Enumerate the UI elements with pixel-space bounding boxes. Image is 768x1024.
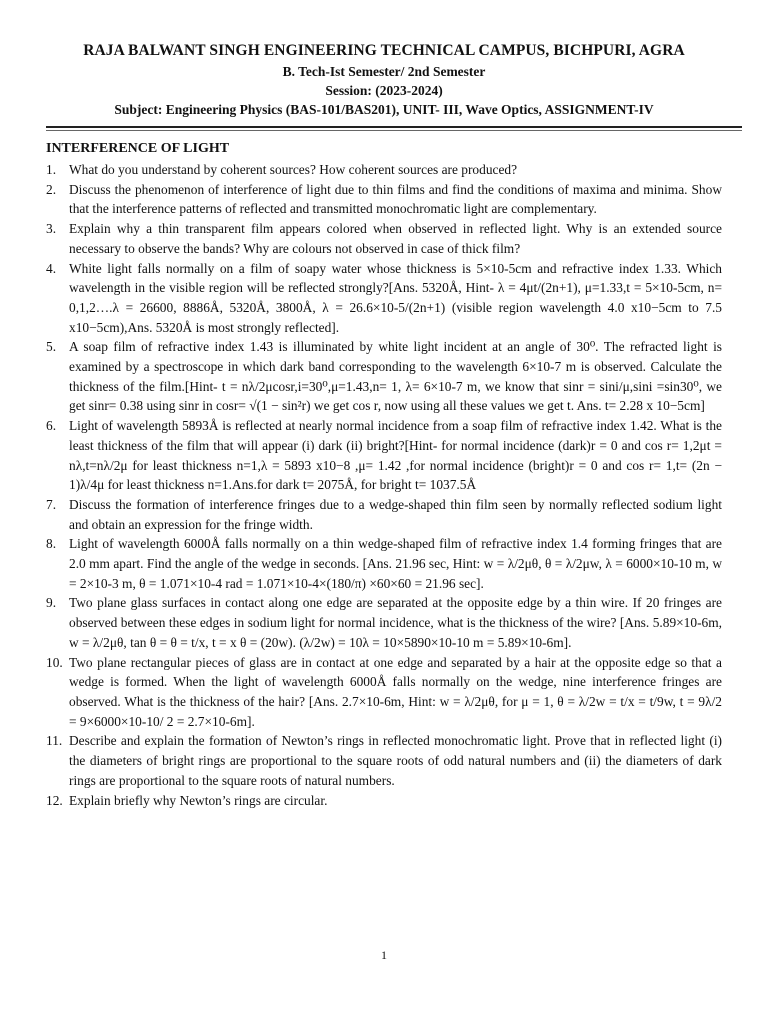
semester-line: B. Tech-Ist Semester/ 2nd Semester bbox=[282, 64, 486, 79]
question-item bbox=[46, 416, 722, 495]
question-item bbox=[46, 791, 722, 811]
question-text: What do you understand by coherent sources? How coherent sources are produced? bbox=[69, 162, 518, 177]
document-header bbox=[0, 40, 768, 119]
question-number: 6. bbox=[46, 418, 57, 434]
question-item bbox=[46, 653, 722, 732]
question-number: 3. bbox=[46, 221, 57, 237]
question-number: 9. bbox=[46, 595, 57, 611]
page-number: 1 bbox=[381, 948, 387, 962]
subject-line: Subject: Engineering Physics (BAS-101/BAS201), UNIT- III, Wave Optics, ASSIGNMENT-IV bbox=[114, 102, 654, 117]
question-text: Light of wavelength 6000Å falls normally on a thin wedge-shaped film of refractive index 1.4 forming fringes that are 2.0 mm apart. Find the angle of the wedge in seconds. [Ans. 21.96 sec, Hint: w = λ/2μθ, θ = λ/2μw, λ = 6000×10-10 m, w = 2×10-3 m, θ = 1.071×10-4 rad = 1.071×10-4×(180/π) ×60×60 = 21.96 sec]. bbox=[69, 536, 722, 591]
question-text: Two plane glass surfaces in contact along one edge are separated at the opposite edge by a thin wire. If 20 fringes are observed between these edges in sodium light for normal incidence, what is the thickness of the wire? [Ans. 5.89×10-6m, w = λ/2μθ, tan θ = θ = t/x, t = x θ = (20w). (λ/2w) = 10λ = 10×5890×10-10 m = 5.89×10-6m]. bbox=[69, 595, 722, 650]
question-number: 1. bbox=[46, 162, 57, 177]
question-text: Discuss the phenomenon of interference of light due to thin films and find the conditions of maxima and minima. Show that the interference patterns of reflected and transmitted monochromatic light are complementary. bbox=[69, 181, 722, 217]
question-text: Explain briefly why Newton’s rings are circular. bbox=[69, 792, 328, 808]
question-text: Two plane rectangular pieces of glass are in contact at one edge and separated by a hair at the opposite edge so that a wedge is formed. When the light of wavelength 6000Å falls normally on the wedge, nine interference fringes are observed. What is the thickness of the hair? [Ans. 2.7×10-6m, Hint: w = λ/2μθ, for μ = 1, θ = λ/2w = t/x = t/9w, t = 9λ/2 = 9×6000×10-10/ 2 = 2.7×10-6m]. bbox=[69, 654, 722, 729]
question-number: 5. bbox=[46, 339, 57, 355]
question-item bbox=[46, 259, 722, 338]
question-text: White light falls normally on a film of soapy water whose thickness is 5×10-5cm and refractive index 1.33. Which wavelength in the visible region will be reflected strongly?[Ans. 5320Å, Hint- λ = 4μt/(2n+1), μ=1.33,t = 5×10-5cm, n= 0,1,2….λ = 26600, 8886Å, 5320Å, 3800Å, λ = 26.6×10-5/(2n+1) (visible region wavelength 4.0 x10−5cm to 7.5 x10−5cm),Ans. 5320Å is most strongly reflected]. bbox=[69, 260, 722, 335]
header-divider bbox=[46, 126, 742, 128]
header-divider-thin bbox=[46, 130, 742, 131]
question-number: 4. bbox=[46, 260, 57, 276]
question-text: Describe and explain the formation of Newton’s rings in reflected monochromatic light. Prove that in reflected light (i) the diameters of bright rings are proportional to the square roots of odd natural numbers and (ii) the diameters of dark rings are proportional to the square roots of natural numbers. bbox=[69, 733, 722, 788]
question-number: 10. bbox=[46, 654, 63, 670]
question-item bbox=[46, 160, 722, 180]
question-text: A soap film of refractive index 1.43 is illuminated by white light incident at an angle of 30⁰. The refracted light is examined by a spectroscope in which dark band corresponding to the wavelength 6×10-7 m is observed. Calculate the thickness of the film.[Hint- t = nλ/2μcosr,i=30⁰,μ=1.43,n= 1, λ= 6×10-7 m, we know that sinr = sini/μ,sini =sin30⁰, we get sinr= 0.38 using sinr in cosr= √(1 − sin²r) we get cos r, now using all these values we get t. Ans. t= 2.28 x 10−5cm] bbox=[69, 339, 722, 414]
question-item bbox=[46, 534, 722, 593]
question-item bbox=[46, 731, 722, 790]
question-text: Light of wavelength 5893Å is reflected at nearly normal incidence from a soap film of refractive index 1.42. What is the least thickness of the film that will appear (i) dark (ii) bright?[Hint- for normal incidence (dark)r = 0 and cos r= 1,2μt = nλ,t=nλ/2μ for least thickness n=1,λ = 5893 x10−8 ,μ= 1.42 ,for normal incidence (bright)r = 0 and cos r= 1,t= (2n − 1)λ/4μ for least thickness n=1.Ans.for dark t= 2075Å, for bright t= 1037.5Å bbox=[69, 418, 722, 493]
question-item bbox=[46, 337, 722, 416]
question-number: 12. bbox=[46, 792, 63, 808]
question-item bbox=[46, 219, 722, 258]
question-number: 7. bbox=[46, 496, 57, 512]
question-list bbox=[46, 160, 722, 810]
question-text: Explain why a thin transparent film appears colored when observed in reflected light. Why is an extended source necessary to observe the bands? Why are colours not observed in case of thick film? bbox=[69, 221, 722, 256]
question-item bbox=[46, 180, 722, 219]
question-text: Discuss the formation of interference fringes due to a wedge-shaped thin film seen by normally reflected sodium light and obtain an expression for the fringe width. bbox=[69, 496, 722, 532]
question-item bbox=[46, 495, 722, 534]
question-number: 2. bbox=[46, 181, 57, 197]
question-item bbox=[46, 593, 722, 652]
institution-name: RAJA BALWANT SINGH ENGINEERING TECHNICAL CAMPUS, BICHPURI, AGRA bbox=[83, 42, 685, 59]
section-title: INTERFERENCE OF LIGHT bbox=[46, 141, 230, 156]
question-number: 11. bbox=[46, 733, 63, 749]
session-line: Session: (2023-2024) bbox=[325, 83, 443, 98]
question-number: 8. bbox=[46, 536, 57, 552]
